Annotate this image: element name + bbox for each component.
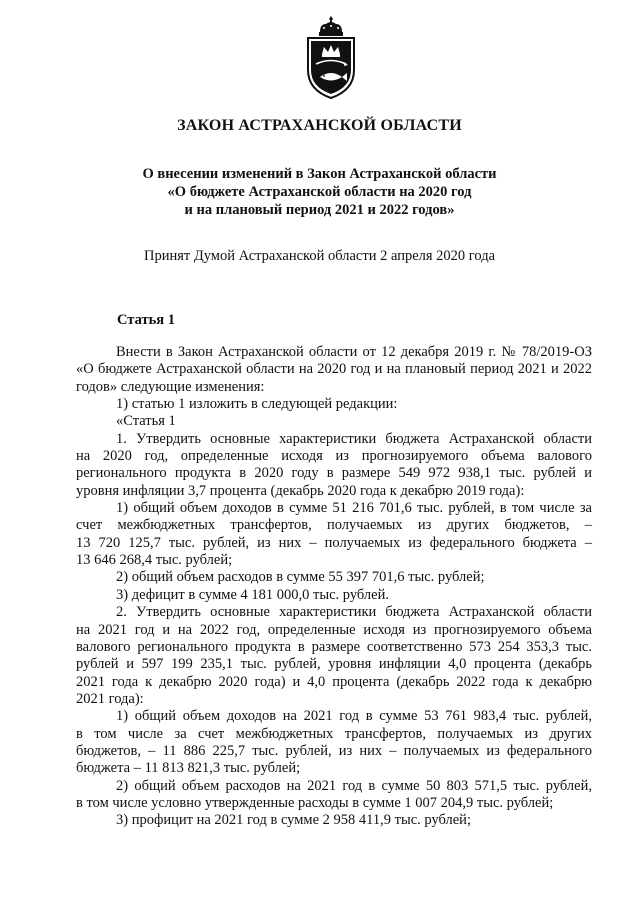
article-line: 2) общий объем расходов на 2021 год в сумме 50 803 571,5 тыс. рублей, xyxy=(116,777,592,794)
article-line: годов» следующие изменения: xyxy=(76,378,265,395)
article-line: 1) общий объем доходов на 2021 год в сумме 53 761 983,4 тыс. рублей, xyxy=(116,708,592,725)
article-line: 2. Утвердить основные характеристики бюджета Астраханской области xyxy=(116,604,592,621)
article-line: 2021 года к декабрю 2020 года) и 4,0 процента (декабрь 2022 года к декабрю xyxy=(76,673,592,690)
subject-line: и на плановый период 2021 и 2022 годов» xyxy=(184,202,455,218)
adoption-note: Принят Думой Астраханской области 2 апреля 2020 года xyxy=(143,248,496,264)
article-line: 3) дефицит в сумме 4 181 000,0 тыс. рублей. xyxy=(116,586,389,603)
article-line: 1) статью 1 изложить в следующей редакции: xyxy=(116,396,398,413)
article-line: в том числе условно утвержденные расходы в сумме 1 007 204,9 тыс. рублей; xyxy=(76,794,554,811)
article-line: 2) общий объем расходов в сумме 55 397 701,6 тыс. рублей; xyxy=(116,569,485,586)
article-line: «О бюджете Астраханской области на 2020 год и на плановый период 2021 и 2022 xyxy=(76,361,592,378)
article-line: рублей и 597 199 235,1 тыс. рублей, уровня инфляции 4,0 процента (декабрь xyxy=(76,656,592,673)
article-body xyxy=(76,344,592,830)
article-heading: Статья 1 xyxy=(117,312,175,328)
article-line: валового регионального продукта в размере соответственно 573 254 353,3 тыс. xyxy=(76,638,592,655)
subject-line: О внесении изменений в Закон Астраханской области xyxy=(142,166,497,182)
article-line: 13 646 268,4 тыс. рублей; xyxy=(76,552,233,569)
law-title: ЗАКОН АСТРАХАНСКОЙ ОБЛАСТИ xyxy=(177,117,462,134)
article-line: Внести в Закон Астраханской области от 12 декабря 2019 г. № 78/2019-ОЗ xyxy=(116,344,592,360)
law-subject xyxy=(0,165,639,219)
article-line: бюджетов, – 11 886 225,7 тыс. рублей, из них – получаемых из федерального xyxy=(76,742,592,759)
article-line: 2021 года): xyxy=(76,690,144,707)
article-line: на 2020 год, определенные исходя из прогнозируемого объема валового xyxy=(76,448,592,465)
article-line: в том числе за счет межбюджетных трансфертов, получаемых из других xyxy=(76,725,592,742)
article-line: регионального продукта в 2020 году в размере 549 972 938,1 тыс. рублей и xyxy=(76,465,592,482)
article-line: 1) общий объем доходов в сумме 51 216 701,6 тыс. рублей, в том числе за xyxy=(116,500,592,517)
article-line: 3) профицит на 2021 год в сумме 2 958 411,9 тыс. рублей; xyxy=(116,812,471,829)
subject-line: «О бюджете Астраханской области на 2020 год xyxy=(167,184,472,200)
article-line: уровня инфляции 3,7 процента (декабрь 2020 года к декабрю 2019 года): xyxy=(76,482,525,499)
astrakhan-coat-of-arms-icon xyxy=(300,14,362,104)
article-line: 13 720 125,7 тыс. рублей, из них – получаемых из федерального бюджета – xyxy=(76,534,592,551)
article-line: «Статья 1 xyxy=(116,413,176,430)
article-line: 1. Утвердить основные характеристики бюджета Астраханской области xyxy=(116,430,592,447)
article-line: бюджета – 11 813 821,3 тыс. рублей; xyxy=(76,760,301,777)
article-line: счет межбюджетных трансфертов, получаемых из других бюджетов, – xyxy=(76,517,592,534)
article-line: на 2021 год и на 2022 год, определенные исходя из прогнозируемого объема xyxy=(76,621,592,638)
